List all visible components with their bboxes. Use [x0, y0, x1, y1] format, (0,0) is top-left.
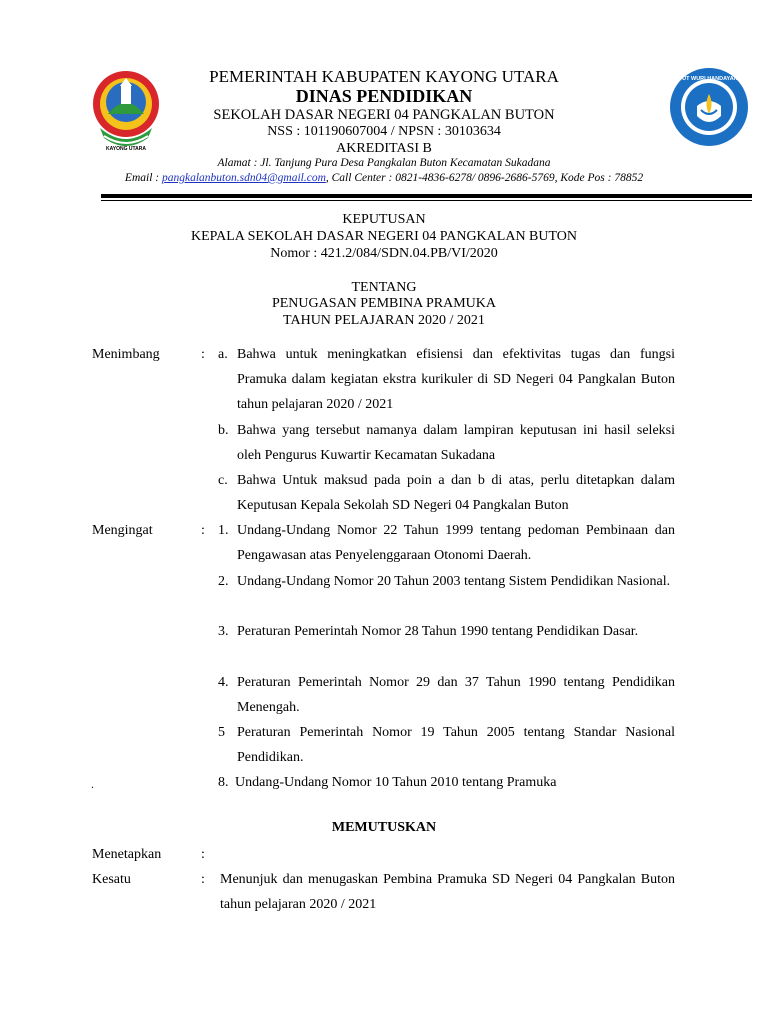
mengingat-marker-4: 4. [218, 675, 229, 690]
mengingat-marker-2: 2. [218, 574, 229, 589]
mengingat-marker-5: 5 [218, 725, 225, 740]
kop-nss-npsn: NSS : 101190607004 / NPSN : 30103634 [267, 124, 501, 139]
kesatu-text: Menunjuk dan menugaskan Pembina Pramuka SD Negeri 04 Pangkalan Buton tahun pelajaran 2020 / 2021 [220, 872, 675, 912]
letterhead-divider-thick [101, 194, 752, 198]
menimbang-label: Menimbang [92, 347, 160, 362]
letterhead-divider-thin [101, 200, 752, 201]
kop-alamat: Alamat : Jl. Tanjung Pura Desa Pangkalan Buton Kecamatan Sukadana [217, 157, 551, 169]
contact-info: , Call Center : 0821-4836-6278/ 0896-2686-5769, Kode Pos : 78852 [325, 172, 644, 184]
memutuskan-heading: MEMUTUSKAN [331, 820, 437, 835]
kop-kontak [0, 172, 768, 184]
menetapkan-colon: : [201, 847, 205, 862]
menimbang-text-b: Bahwa yang tersebut namanya dalam lampiran keputusan ini hasil seleksi oleh Pengurus Kuwartir Kecamatan Sukadana [237, 423, 675, 463]
kop-sekolah: SEKOLAH DASAR NEGERI 04 PANGKALAN BUTON [213, 107, 555, 123]
doc-tentang: TENTANG [351, 280, 417, 295]
mengingat-text-2: Undang-Undang Nomor 20 Tahun 2003 tentang Sistem Pendidikan Nasional. [237, 574, 671, 589]
kesatu-label: Kesatu [92, 872, 131, 887]
email-link[interactable]: pangkalanbuton.sdn04@gmail.com [161, 172, 326, 184]
doc-title-keputusan: KEPUTUSAN [342, 212, 426, 227]
doc-subject-1: PENUGASAN PEMBINA PRAMUKA [271, 296, 497, 311]
menimbang-marker-c: c. [218, 473, 228, 488]
menimbang-text-a: Bahwa untuk meningkatkan efisiensi dan efektivitas tugas dan fungsi Pramuka dalam kegiatan ekstra kurikuler di SD Negeri 04 Pangkalan Buton tahun pelajaran 2020 / 2021 [237, 347, 675, 412]
kop-akreditasi: AKREDITASI B [336, 141, 432, 156]
menetapkan-label: Menetapkan [92, 847, 162, 862]
kop-pemerintah: PEMERINTAH KABUPATEN KAYONG UTARA [209, 67, 559, 86]
mengingat-marker-3: 3. [218, 624, 229, 639]
mengingat-text-4: Peraturan Pemerintah Nomor 29 dan 37 Tahun 1990 tentang Pendidikan Menengah. [237, 675, 675, 715]
menimbang-text-c: Bahwa Untuk maksud pada poin a dan b di atas, perlu ditetapkan dalam Keputusan Kepala Sekolah SD Negeri 04 Pangkalan Buton [237, 473, 675, 513]
logo-motto: TUT WURI HANDAYANI [678, 76, 740, 82]
doc-subject-2: TAHUN PELAJARAN 2020 / 2021 [283, 313, 485, 328]
mengingat-text-5: Peraturan Pemerintah Nomor 19 Tahun 2005 tentang Standar Nasional Pendidikan. [237, 725, 675, 765]
doc-title-kepala: KEPALA SEKOLAH DASAR NEGERI 04 PANGKALAN BUTON [190, 229, 578, 244]
mengingat-text-1: Undang-Undang Nomor 22 Tahun 1999 tentang pedoman Pembinaan dan Pengawasan atas Penyelenggaraan Otonomi Daerah. [237, 523, 675, 563]
crest-caption: KAYONG UTARA [105, 146, 147, 152]
kop-dinas: DINAS PENDIDIKAN [295, 86, 473, 106]
mengingat-marker-8: 8. [218, 775, 229, 790]
stray-dot: . [91, 777, 94, 791]
menimbang-colon: : [201, 347, 205, 362]
menimbang-marker-b: b. [218, 423, 229, 438]
mengingat-colon: : [201, 523, 205, 538]
menimbang-marker-a: a. [218, 347, 228, 362]
mengingat-text-8: Undang-Undang Nomor 10 Tahun 2010 tentang Pramuka [235, 775, 557, 790]
email-label: Email : [124, 172, 162, 184]
mengingat-label: Mengingat [92, 523, 153, 538]
mengingat-text-3: Peraturan Pemerintah Nomor 28 Tahun 1990 tentang Pendidikan Dasar. [237, 624, 639, 639]
doc-nomor: Nomor : 421.2/084/SDN.04.PB/VI/2020 [270, 246, 498, 261]
kesatu-colon: : [201, 872, 205, 887]
mengingat-marker-1: 1. [218, 523, 229, 538]
